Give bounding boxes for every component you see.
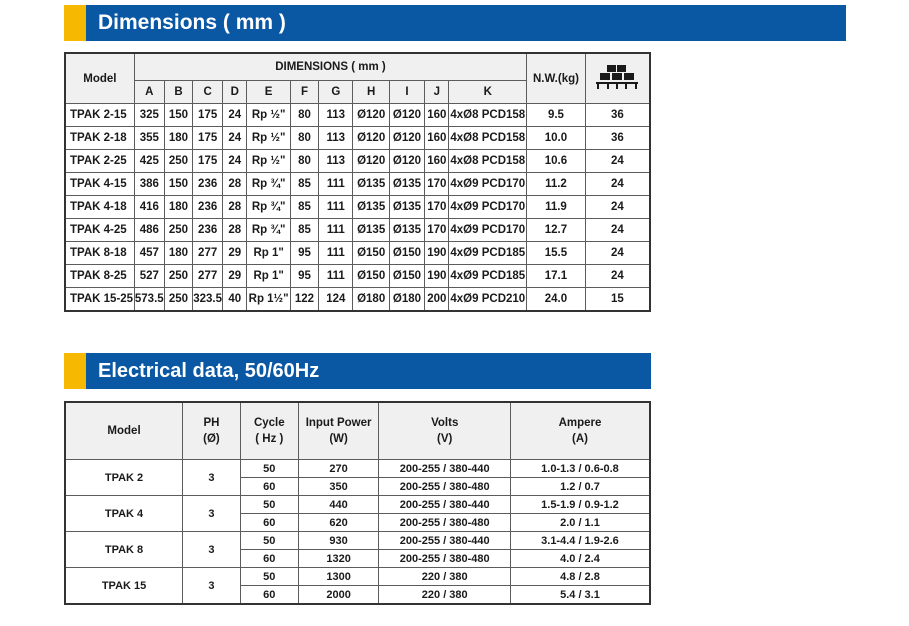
cell-nw: 10.0	[527, 127, 586, 150]
cell-f: 85	[290, 196, 318, 219]
cell-d: 28	[223, 196, 247, 219]
cell-b: 250	[164, 219, 192, 242]
cell-nw: 9.5	[527, 104, 586, 127]
cell-k: 4xØ9 PCD170	[449, 173, 527, 196]
banner-accent	[64, 5, 86, 41]
cell-a: 527	[134, 265, 164, 288]
header-power-unit: (W)	[329, 433, 348, 445]
cell-model: TPAK 4-25	[65, 219, 134, 242]
cell-i: Ø135	[389, 173, 424, 196]
header-net-weight: N.W.(kg)	[527, 53, 586, 104]
header-cycle	[240, 402, 298, 460]
header-ph-unit: (Ø)	[203, 433, 220, 445]
cell-d: 24	[223, 127, 247, 150]
cell-pallet: 24	[585, 196, 650, 219]
cell-model: TPAK 4-15	[65, 173, 134, 196]
cell-ampere: 4.0 / 2.4	[510, 550, 650, 568]
cell-h: Ø120	[353, 127, 389, 150]
cell-h: Ø180	[353, 288, 389, 312]
cell-ampere: 5.4 / 3.1	[510, 586, 650, 605]
cell-i: Ø120	[389, 150, 424, 173]
header-volts-unit: (V)	[437, 433, 453, 445]
cell-i: Ø150	[389, 242, 424, 265]
cell-j: 160	[425, 150, 449, 173]
table-row	[65, 532, 650, 550]
cell-ampere: 1.5-1.9 / 0.9-1.2	[510, 496, 650, 514]
cell-g: 113	[319, 150, 353, 173]
header-col-c: C	[193, 81, 223, 104]
header-col-b: B	[164, 81, 192, 104]
cell-d: 29	[223, 242, 247, 265]
cell-k: 4xØ9 PCD210	[449, 288, 527, 312]
cell-g: 111	[319, 196, 353, 219]
cell-model: TPAK 15-25	[65, 288, 134, 312]
header-cycle-label: Cycle	[253, 417, 285, 429]
cell-c: 175	[193, 104, 223, 127]
cell-a: 425	[134, 150, 164, 173]
header-model: Model	[65, 53, 134, 104]
table-row	[65, 242, 650, 265]
cell-pallet: 24	[585, 219, 650, 242]
header-col-e: E	[247, 81, 290, 104]
cell-h: Ø135	[353, 173, 389, 196]
cell-j: 190	[425, 242, 449, 265]
cell-model: TPAK 15	[65, 568, 183, 605]
header-ampere-unit: (A)	[571, 433, 588, 445]
cell-i: Ø150	[389, 265, 424, 288]
cell-j: 160	[425, 104, 449, 127]
dimensions-banner	[64, 5, 846, 41]
cell-volts: 220 / 380	[379, 568, 510, 586]
cell-g: 111	[319, 173, 353, 196]
table-row	[65, 568, 650, 586]
cell-g: 111	[319, 219, 353, 242]
header-col-i: I	[389, 81, 424, 104]
cell-f: 80	[290, 127, 318, 150]
header-col-h: H	[353, 81, 389, 104]
table-row	[65, 173, 650, 196]
cell-power: 350	[298, 478, 379, 496]
cell-model: TPAK 2-18	[65, 127, 134, 150]
cell-f: 80	[290, 150, 318, 173]
cell-power: 1300	[298, 568, 379, 586]
header-col-j: J	[425, 81, 449, 104]
dimensions-table	[64, 52, 651, 312]
header-dimensions-group: DIMENSIONS ( mm )	[134, 53, 526, 81]
cell-e: Rp ¾"	[247, 219, 290, 242]
cell-f: 95	[290, 265, 318, 288]
table-row	[65, 196, 650, 219]
cell-a: 486	[134, 219, 164, 242]
cell-pallet: 24	[585, 173, 650, 196]
cell-d: 29	[223, 265, 247, 288]
cell-e: Rp ½"	[247, 104, 290, 127]
header-col-g: G	[319, 81, 353, 104]
cell-ampere: 3.1-4.4 / 1.9-2.6	[510, 532, 650, 550]
cell-f: 122	[290, 288, 318, 312]
cell-ampere: 1.2 / 0.7	[510, 478, 650, 496]
cell-i: Ø135	[389, 219, 424, 242]
cell-nw: 17.1	[527, 265, 586, 288]
cell-k: 4xØ8 PCD158	[449, 150, 527, 173]
cell-volts: 200-255 / 380-440	[379, 496, 510, 514]
cell-a: 416	[134, 196, 164, 219]
table-row	[65, 127, 650, 150]
cell-j: 160	[425, 127, 449, 150]
cell-nw: 15.5	[527, 242, 586, 265]
cell-k: 4xØ8 PCD158	[449, 104, 527, 127]
cell-ampere: 1.0-1.3 / 0.6-0.8	[510, 460, 650, 478]
cell-cycle: 50	[240, 568, 298, 586]
cell-ph: 3	[183, 460, 241, 496]
cell-model: TPAK 4-18	[65, 196, 134, 219]
cell-cycle: 60	[240, 550, 298, 568]
cell-g: 113	[319, 104, 353, 127]
cell-pallet: 36	[585, 104, 650, 127]
table-row	[65, 496, 650, 514]
table-row	[65, 150, 650, 173]
cell-pallet: 24	[585, 242, 650, 265]
cell-d: 28	[223, 219, 247, 242]
header-ampere-label: Ampere	[558, 417, 602, 429]
table-row	[65, 460, 650, 478]
header-ph-label: PH	[203, 417, 220, 429]
cell-g: 111	[319, 265, 353, 288]
cell-f: 80	[290, 104, 318, 127]
cell-nw: 24.0	[527, 288, 586, 312]
cell-power: 2000	[298, 586, 379, 605]
cell-h: Ø150	[353, 265, 389, 288]
cell-ph: 3	[183, 568, 241, 605]
cell-c: 175	[193, 150, 223, 173]
header-volts-label: Volts	[431, 417, 459, 429]
cell-model: TPAK 2-15	[65, 104, 134, 127]
cell-d: 24	[223, 104, 247, 127]
cell-volts: 200-255 / 380-440	[379, 460, 510, 478]
header-power-label: Input Power	[305, 417, 372, 429]
cell-ampere: 4.8 / 2.8	[510, 568, 650, 586]
cell-ph: 3	[183, 532, 241, 568]
cell-cycle: 60	[240, 478, 298, 496]
cell-g: 111	[319, 242, 353, 265]
cell-volts: 200-255 / 380-480	[379, 478, 510, 496]
cell-a: 573.5	[134, 288, 164, 312]
cell-pallet: 24	[585, 150, 650, 173]
cell-c: 236	[193, 196, 223, 219]
cell-f: 85	[290, 219, 318, 242]
cell-model: TPAK 4	[65, 496, 183, 532]
cell-pallet: 24	[585, 265, 650, 288]
cell-c: 277	[193, 242, 223, 265]
banner-accent	[64, 353, 86, 389]
header-col-f: F	[290, 81, 318, 104]
header-cycle-unit: ( Hz )	[255, 433, 284, 445]
cell-d: 28	[223, 173, 247, 196]
header-col-a: A	[134, 81, 164, 104]
electrical-title: Electrical data, 50/60Hz	[98, 360, 320, 382]
cell-c: 175	[193, 127, 223, 150]
cell-cycle: 60	[240, 514, 298, 532]
cell-model: TPAK 8-18	[65, 242, 134, 265]
cell-h: Ø120	[353, 150, 389, 173]
cell-nw: 11.2	[527, 173, 586, 196]
table-row	[65, 219, 650, 242]
header-volts	[379, 402, 510, 460]
cell-cycle: 50	[240, 496, 298, 514]
cell-b: 180	[164, 242, 192, 265]
cell-g: 124	[319, 288, 353, 312]
cell-cycle: 50	[240, 532, 298, 550]
header-model: Model	[65, 402, 183, 460]
table-row	[65, 288, 650, 312]
cell-i: Ø120	[389, 104, 424, 127]
cell-b: 150	[164, 104, 192, 127]
cell-nw: 10.6	[527, 150, 586, 173]
cell-k: 4xØ9 PCD185	[449, 265, 527, 288]
cell-ampere: 2.0 / 1.1	[510, 514, 650, 532]
cell-h: Ø120	[353, 104, 389, 127]
cell-a: 325	[134, 104, 164, 127]
cell-c: 236	[193, 219, 223, 242]
cell-h: Ø135	[353, 196, 389, 219]
cell-j: 190	[425, 265, 449, 288]
cell-k: 4xØ9 PCD185	[449, 242, 527, 265]
cell-e: Rp ¾"	[247, 196, 290, 219]
cell-model: TPAK 8	[65, 532, 183, 568]
pallet-boxes-icon	[594, 64, 640, 90]
cell-b: 250	[164, 150, 192, 173]
cell-f: 85	[290, 173, 318, 196]
electrical-banner	[64, 353, 651, 389]
cell-e: Rp ¾"	[247, 173, 290, 196]
cell-power: 270	[298, 460, 379, 478]
cell-j: 170	[425, 196, 449, 219]
header-pallet	[585, 53, 650, 104]
cell-e: Rp ½"	[247, 150, 290, 173]
cell-h: Ø150	[353, 242, 389, 265]
cell-i: Ø180	[389, 288, 424, 312]
cell-power: 1320	[298, 550, 379, 568]
cell-d: 40	[223, 288, 247, 312]
cell-volts: 200-255 / 380-480	[379, 550, 510, 568]
cell-pallet: 36	[585, 127, 650, 150]
cell-g: 113	[319, 127, 353, 150]
cell-pallet: 15	[585, 288, 650, 312]
cell-model: TPAK 8-25	[65, 265, 134, 288]
cell-c: 323.5	[193, 288, 223, 312]
table-row	[65, 265, 650, 288]
cell-k: 4xØ8 PCD158	[449, 127, 527, 150]
cell-cycle: 60	[240, 586, 298, 605]
cell-e: Rp ½"	[247, 127, 290, 150]
cell-nw: 11.9	[527, 196, 586, 219]
cell-h: Ø135	[353, 219, 389, 242]
header-power	[298, 402, 379, 460]
cell-j: 200	[425, 288, 449, 312]
cell-j: 170	[425, 219, 449, 242]
cell-b: 250	[164, 288, 192, 312]
cell-c: 236	[193, 173, 223, 196]
cell-e: Rp 1½"	[247, 288, 290, 312]
cell-e: Rp 1"	[247, 242, 290, 265]
cell-ph: 3	[183, 496, 241, 532]
cell-f: 95	[290, 242, 318, 265]
cell-power: 620	[298, 514, 379, 532]
cell-model: TPAK 2-25	[65, 150, 134, 173]
cell-power: 440	[298, 496, 379, 514]
header-col-d: D	[223, 81, 247, 104]
cell-i: Ø120	[389, 127, 424, 150]
table-row	[65, 104, 650, 127]
dimensions-title: Dimensions ( mm )	[98, 11, 286, 34]
cell-a: 457	[134, 242, 164, 265]
cell-c: 277	[193, 265, 223, 288]
cell-j: 170	[425, 173, 449, 196]
cell-i: Ø135	[389, 196, 424, 219]
cell-d: 24	[223, 150, 247, 173]
electrical-table	[64, 401, 651, 605]
header-ampere	[510, 402, 650, 460]
cell-nw: 12.7	[527, 219, 586, 242]
cell-a: 386	[134, 173, 164, 196]
cell-b: 180	[164, 127, 192, 150]
cell-k: 4xØ9 PCD170	[449, 196, 527, 219]
cell-b: 150	[164, 173, 192, 196]
cell-power: 930	[298, 532, 379, 550]
cell-cycle: 50	[240, 460, 298, 478]
cell-a: 355	[134, 127, 164, 150]
cell-b: 180	[164, 196, 192, 219]
header-ph	[183, 402, 241, 460]
header-col-k: K	[449, 81, 527, 104]
cell-b: 250	[164, 265, 192, 288]
cell-e: Rp 1"	[247, 265, 290, 288]
cell-volts: 200-255 / 380-440	[379, 532, 510, 550]
cell-volts: 200-255 / 380-480	[379, 514, 510, 532]
cell-k: 4xØ9 PCD170	[449, 219, 527, 242]
cell-volts: 220 / 380	[379, 586, 510, 605]
cell-model: TPAK 2	[65, 460, 183, 496]
